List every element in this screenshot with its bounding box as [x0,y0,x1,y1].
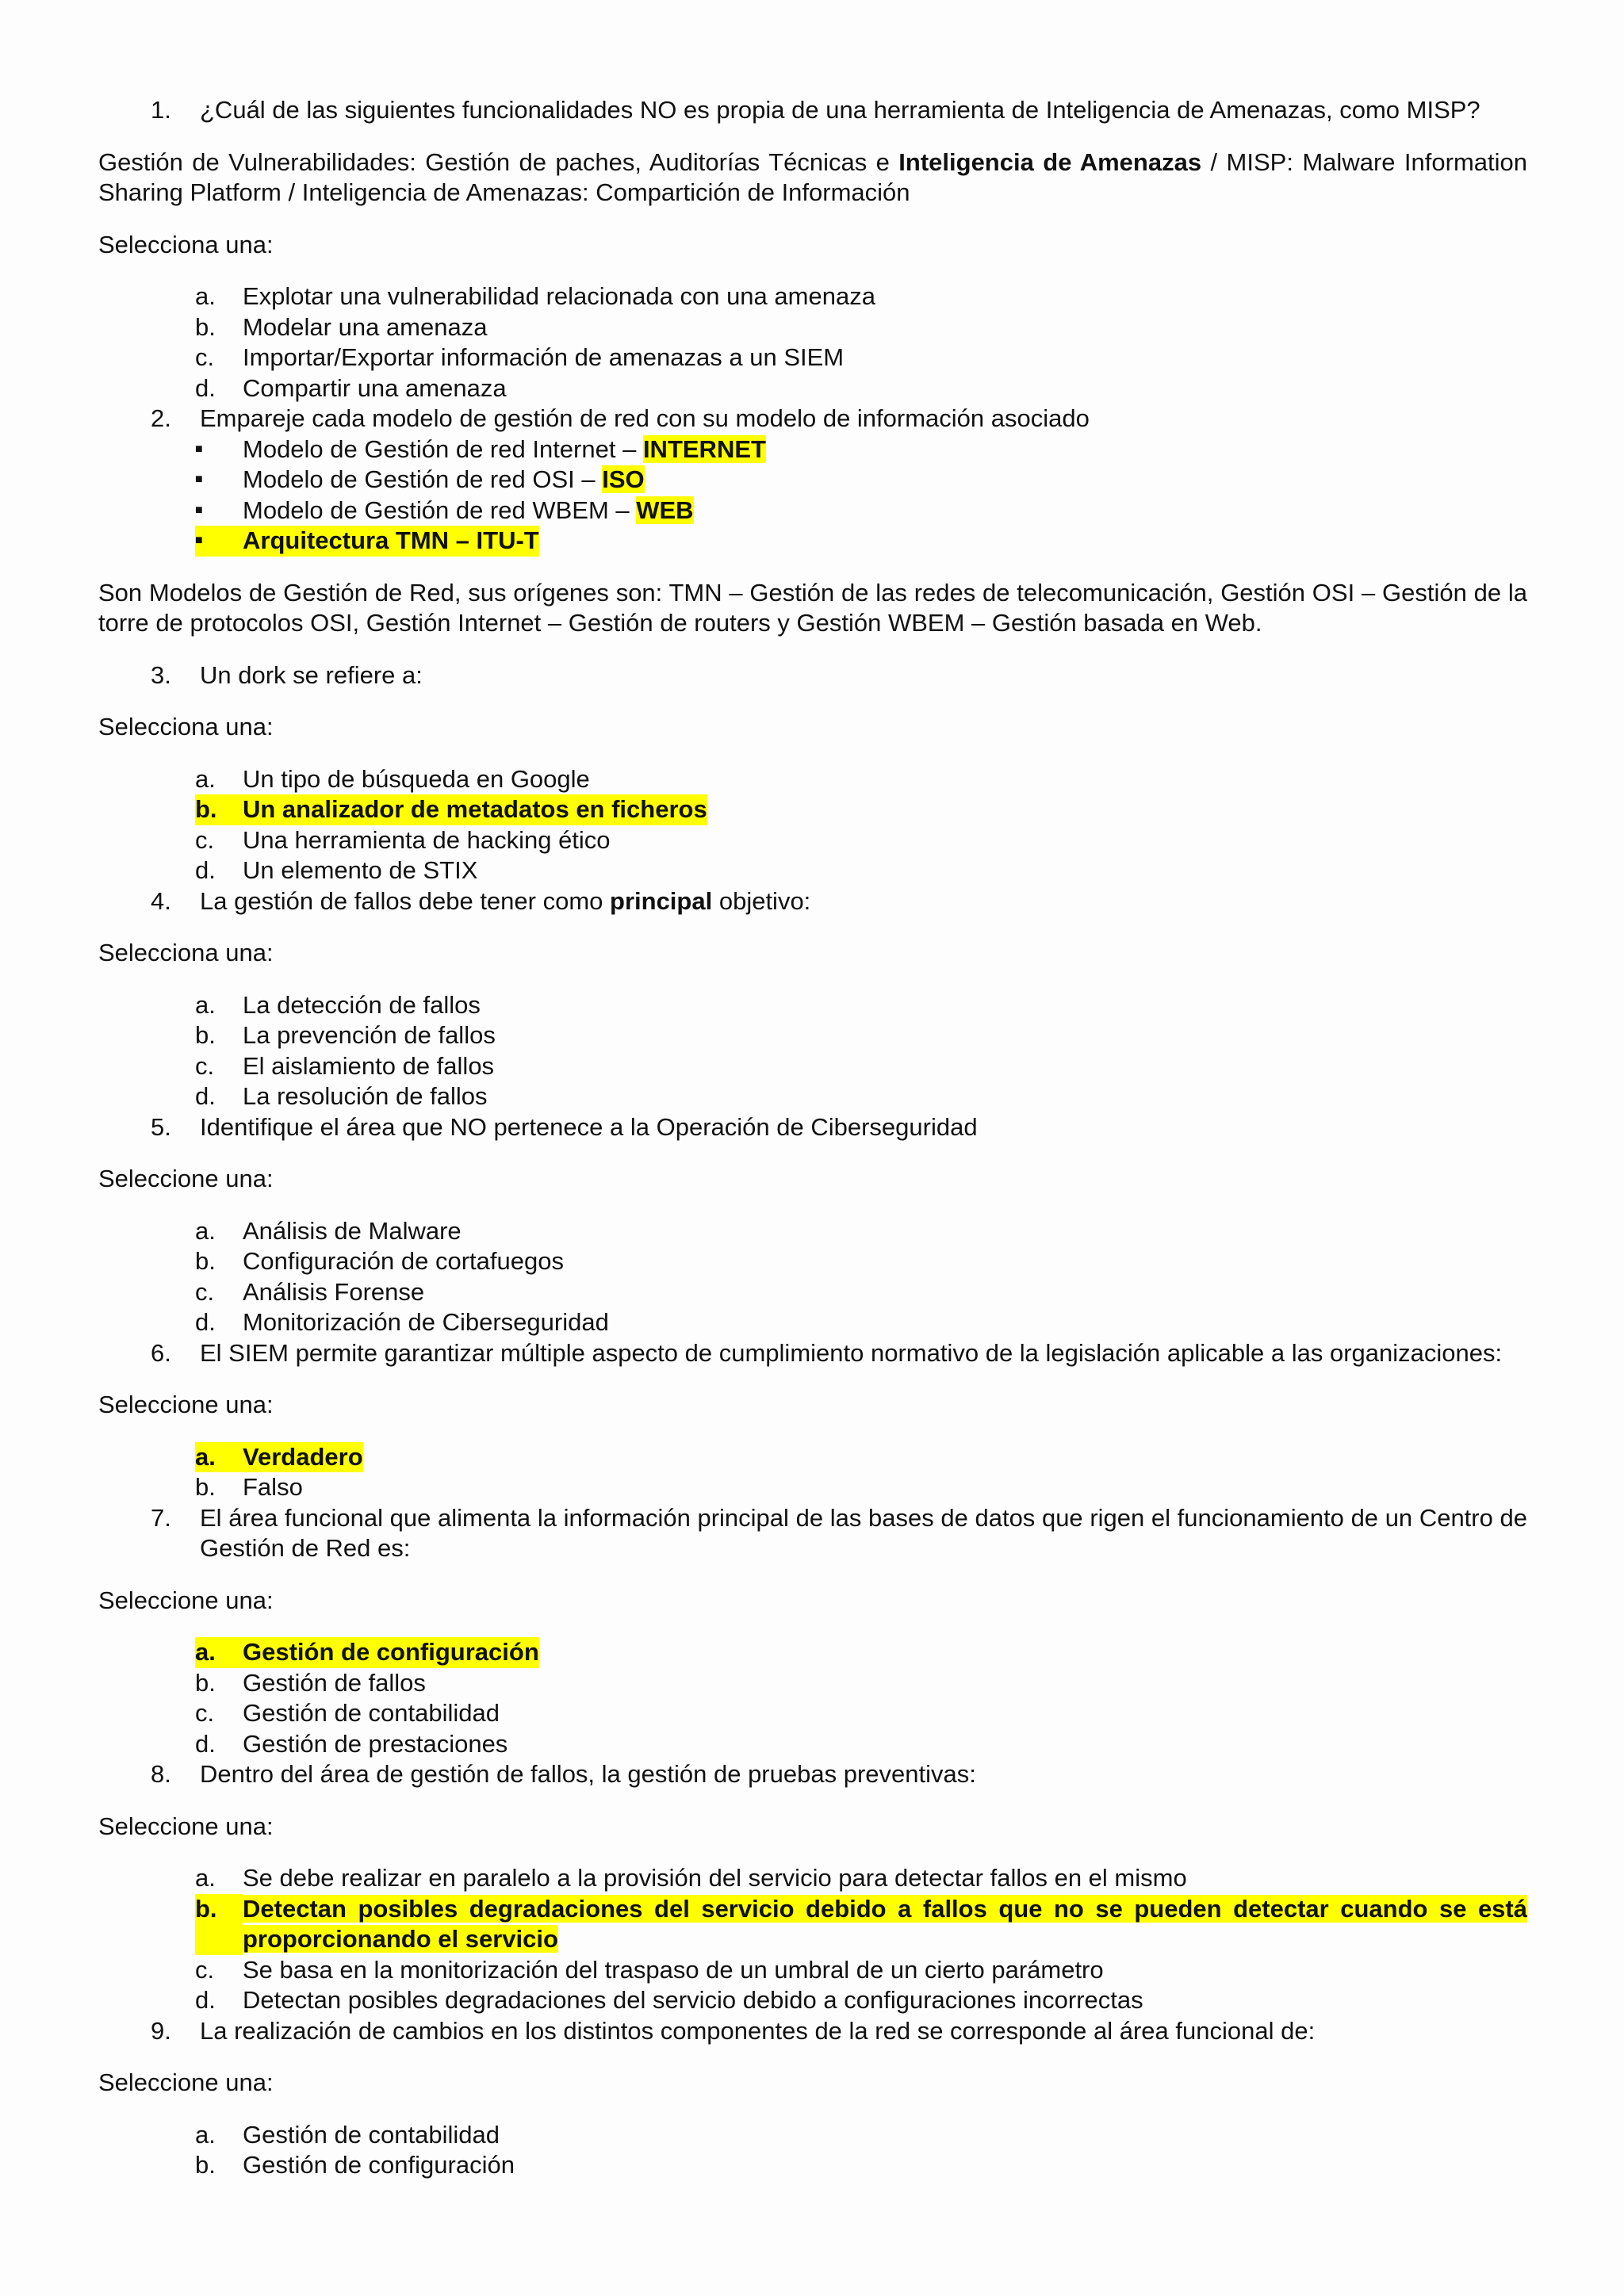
question-8 [98,1759,1527,1790]
option: c. Una herramienta de hacking ético [195,825,611,854]
bullet-icon: ■ [195,534,203,547]
bullet-item: ■ Modelo de Gestión de red WBEM – WEB [195,496,1527,526]
question-text: El SIEM permite garantizar múltiple aspecto de cumplimiento normativo de la legislación aplicable a las organizaciones: [200,1338,1503,1367]
option: c. Importar/Exportar información de amenazas a un SIEM [195,343,845,371]
question-3 [98,660,1527,691]
option-highlighted: a. Gestión de configuración [195,1637,1527,1668]
select-prompt: Selecciona una: [98,939,274,966]
select-prompt: Selecciona una: [98,713,274,740]
question-number: 6. [151,1338,171,1367]
question-text: El área funcional que alimenta la información principal de las bases de datos que rigen el funcionamiento de un Centro de Gestión de Red es: [200,1503,1527,1562]
option: c. Análisis Forense [195,1277,425,1306]
option: d. La resolución de fallos [195,1082,488,1110]
question-number: 3. [151,660,171,689]
bullet-item: ■ Modelo de Gestión de red OSI – ISO [195,465,1527,496]
select-prompt: Seleccione una: [98,1586,274,1614]
option: b. Gestión de configuración [195,2151,515,2179]
question-number: 4. [151,886,171,915]
question-text: Empareje cada modelo de gestión de red con su modelo de información asociado [200,404,1090,432]
option-highlighted: b. Detectan posibles degradaciones del servicio debido a fallos que no se pueden detectar cuando se está proporcionando el servicio [195,1894,1527,1955]
question-text: La realización de cambios en los distintos componentes de la red se corresponde al área funcional de: [200,2016,1316,2045]
question-1-note: Gestión de Vulnerabilidades: Gestión de paches, Auditorías Técnicas e Inteligencia de Amenazas / MISP: Malware Information Sharing Platform / Inteligencia de Amenazas: Compartición de Información [98,147,1528,206]
question-9 [98,2016,1527,2047]
question-text: Dentro del área de gestión de fallos, la gestión de pruebas preventivas: [200,1760,976,1788]
question-number: 5. [151,1112,171,1141]
option: a. Gestión de contabilidad [195,2120,500,2149]
question-text: Identifique el área que NO pertenece a la Operación de Ciberseguridad [200,1112,978,1141]
question-number: 2. [151,404,171,432]
question-number: 8. [151,1760,171,1788]
question-4 [98,886,1527,917]
option-highlighted: a. Verdadero [195,1442,1527,1473]
option: c. Gestión de contabilidad [195,1699,500,1727]
question-2 [98,404,1527,434]
option: a. Un tipo de búsqueda en Google [195,764,590,793]
select-prompt: Selecciona una: [98,230,274,258]
option: c. El aislamiento de fallos [195,1051,495,1080]
option-highlighted: b. Un analizador de metadatos en ficheros [195,794,1527,825]
option: a. Análisis de Malware [195,1216,462,1245]
bullet-icon: ■ [195,503,203,517]
question-number: 1. [151,96,171,124]
bullet-item-highlighted: ■ Arquitectura TMN – ITU-T [195,526,1527,557]
select-prompt: Seleccione una: [98,1165,274,1192]
option: d. Un elemento de STIX [195,856,478,884]
bullet-item: ■ Modelo de Gestión de red Internet – INTERNET [195,434,1527,465]
question-7 [98,1503,1527,1564]
bullet-icon: ■ [195,473,203,486]
question-text: ¿Cuál de las siguientes funcionalidades NO es propia de una herramienta de Inteligencia de Amenazas, como MISP? [200,96,1480,124]
question-6 [98,1338,1527,1369]
option: d. Monitorización de Ciberseguridad [195,1308,609,1336]
option: b. Modelar una amenaza [195,312,488,341]
option: b. Falso [195,1473,303,1501]
option: a. Se debe realizar en paralelo a la provisión del servicio para detectar fallos en el mismo [195,1864,1187,1892]
question-2-note: Son Modelos de Gestión de Red, sus orígenes son: TMN – Gestión de las redes de telecomunicación, Gestión OSI – Gestión de la torre de protocolos OSI, Gestión Internet – Gestión de routers y Gestión WBEM – Gestión basada en Web. [98,578,1527,637]
option: a. La detección de fallos [195,990,481,1019]
option: b. La prevención de fallos [195,1021,496,1049]
select-prompt: Seleccione una: [98,1391,274,1418]
option: b. Configuración de cortafuegos [195,1247,564,1275]
option: b. Gestión de fallos [195,1668,426,1697]
question-number: 9. [151,2016,171,2045]
option: d. Gestión de prestaciones [195,1729,508,1758]
question-1 [98,95,1527,126]
bullet-icon: ■ [195,442,203,456]
option: a. Explotar una vulnerabilidad relacionada con una amenaza [195,282,875,310]
select-prompt: Seleccione una: [98,2068,274,2096]
option: d. Compartir una amenaza [195,373,507,402]
option: d. Detectan posibles degradaciones del servicio debido a configuraciones incorrectas [195,1986,1143,2014]
question-text: Un dork se refiere a: [200,660,423,689]
select-prompt: Seleccione una: [98,1812,274,1840]
question-text: La gestión de fallos debe tener como principal objetivo: [200,886,811,915]
question-5 [98,1112,1527,1143]
question-number: 7. [151,1503,171,1532]
option: c. Se basa en la monitorización del traspaso de un umbral de un cierto parámetro [195,1955,1104,1984]
